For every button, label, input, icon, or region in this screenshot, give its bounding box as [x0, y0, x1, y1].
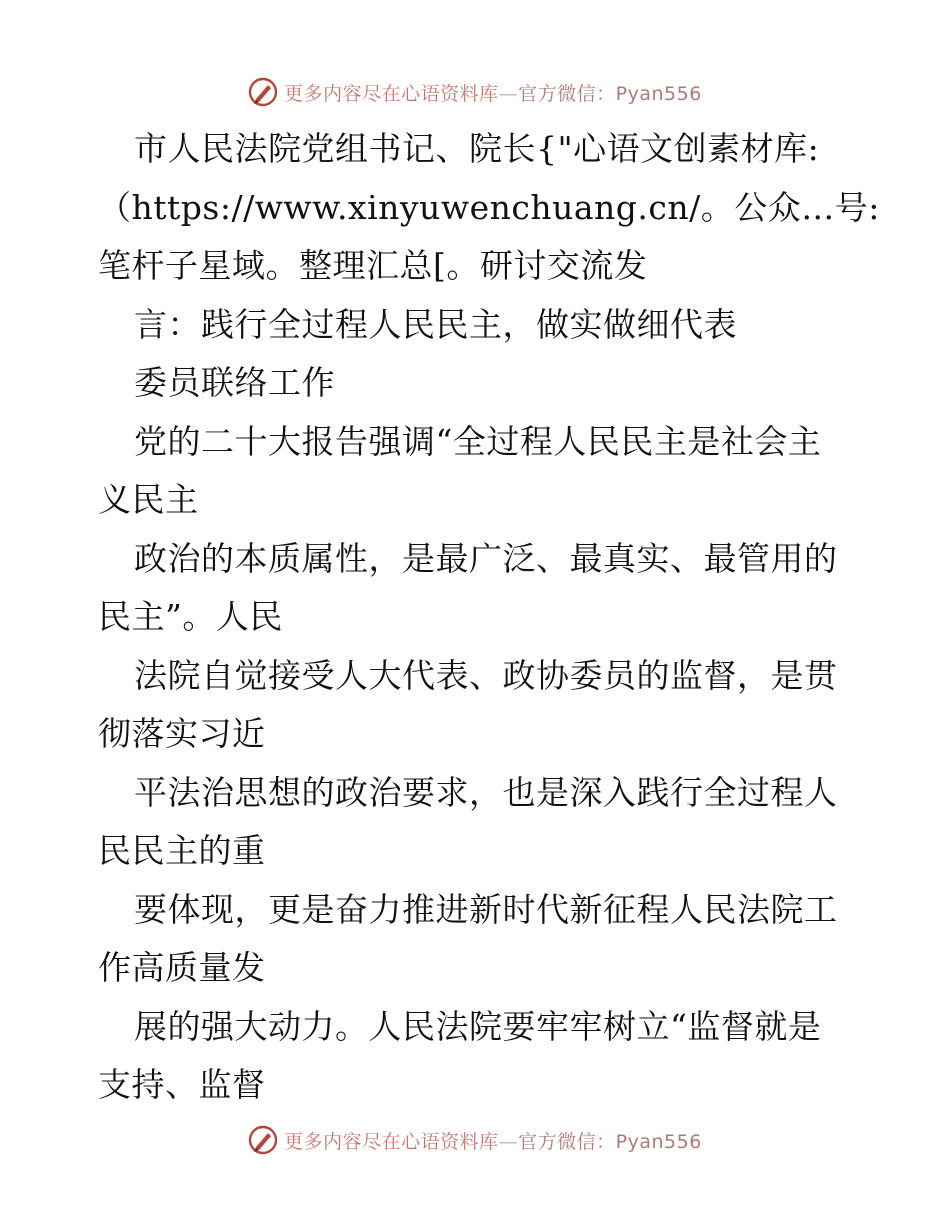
- banner-text: [284, 1127, 702, 1154]
- banner-slogan: 更多内容尽在心语资料库: [284, 1130, 499, 1153]
- pen-logo-icon: [248, 1125, 278, 1155]
- text-line: 平法治思想的政治要求，也是深入践行全过程人: [134, 772, 838, 812]
- text-line: 彻落实习近: [98, 714, 266, 753]
- pen-logo-icon: [248, 77, 278, 107]
- document-body: [98, 120, 880, 1115]
- text-line: 支持、监督: [98, 1065, 266, 1104]
- banner-separator: —: [498, 1130, 519, 1153]
- banner-slogan: 更多内容尽在心语资料库: [284, 82, 499, 105]
- banner-text: [284, 79, 702, 106]
- banner-wechat: 官方微信：Pyan556: [518, 82, 702, 105]
- banner-separator: —: [498, 82, 519, 105]
- text-line: 市人民法院党组书记、院长{"心语文创素材库:: [134, 129, 820, 168]
- text-line: 政治的本质属性，是最广泛、最真实、最管用的: [134, 538, 838, 578]
- text-line: 笔杆子星域。整理汇总[。研讨交流发: [98, 246, 648, 285]
- text-line: （https://www.xinyuwenchuang.cn/。公众…号:: [98, 187, 880, 227]
- text-line: 展的强大动力。人民法院要牢牢树立“监督就是: [134, 1006, 822, 1046]
- text-line: 委员联络工作: [134, 363, 335, 402]
- text-line: 法院自觉接受人大代表、政协委员的监督，是贯: [134, 655, 838, 695]
- banner-wechat: 官方微信：Pyan556: [518, 1130, 702, 1153]
- text-line: 民民主的重: [98, 831, 266, 870]
- text-line: 民主”。人民: [98, 597, 283, 636]
- header-banner: [0, 72, 950, 112]
- text-line: 要体现，更是奋力推进新时代新征程人民法院工: [134, 889, 838, 929]
- text-line: 作高质量发: [98, 948, 266, 987]
- footer-banner: [0, 1120, 950, 1160]
- text-line: 党的二十大报告强调“全过程人民民主是社会主: [134, 421, 822, 461]
- text-line: 言：践行全过程人民民主，做实做细代表: [134, 304, 737, 344]
- text-line: 义民主: [98, 480, 199, 519]
